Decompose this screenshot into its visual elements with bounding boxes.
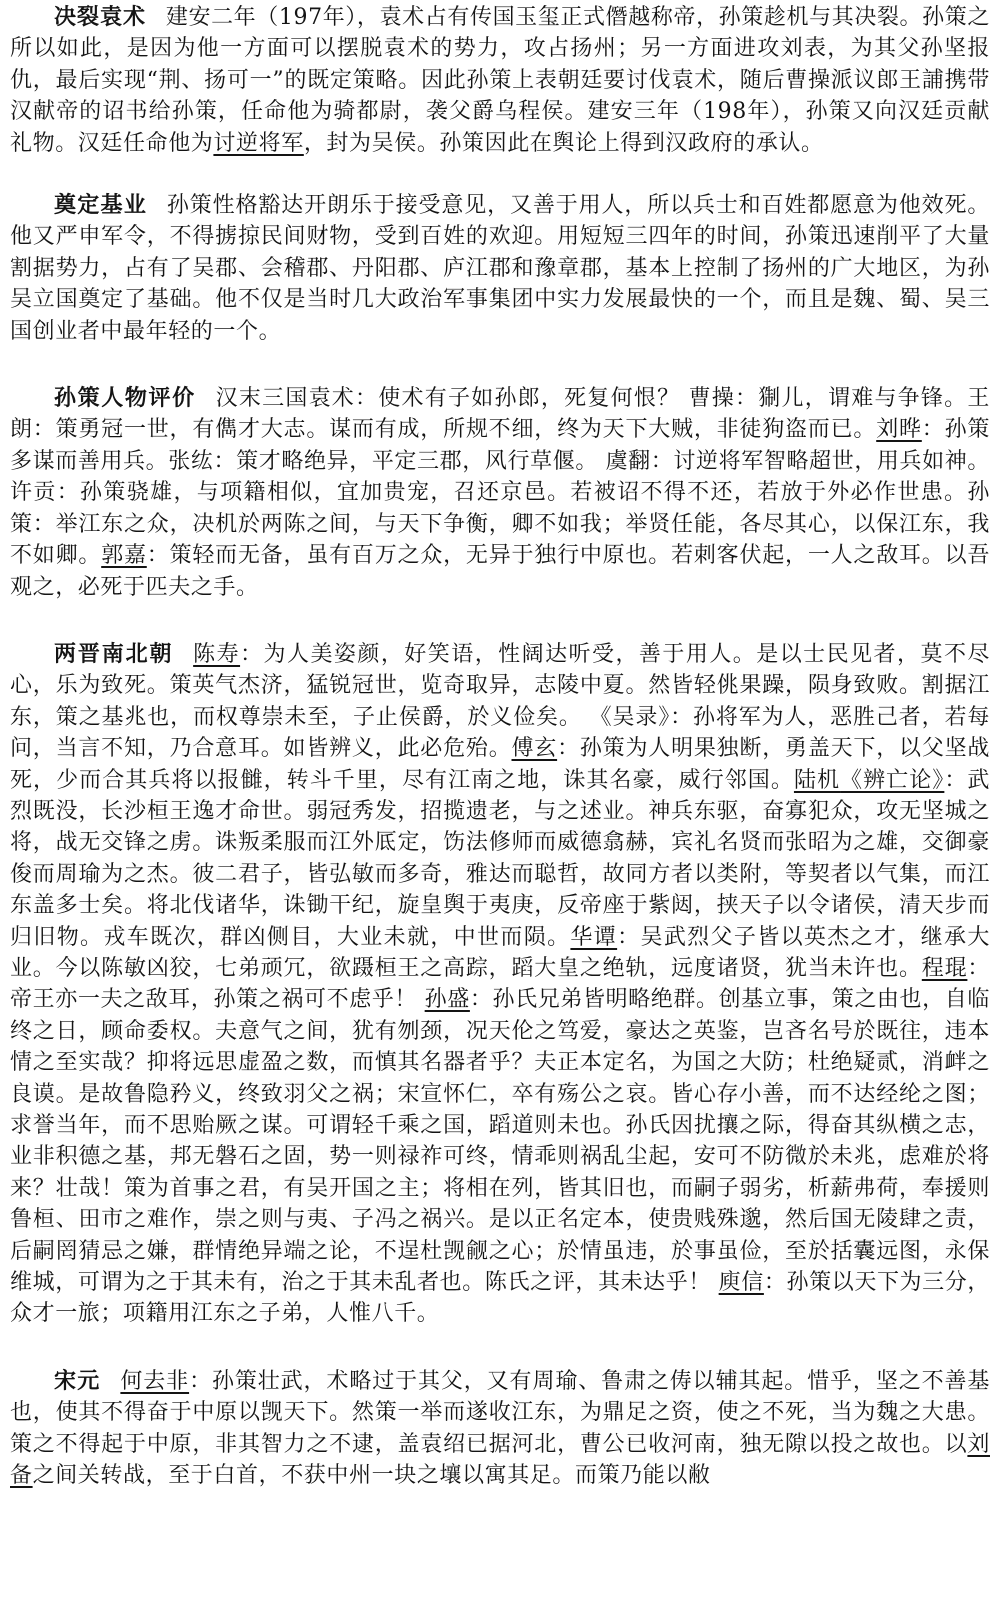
underlined-term: 孙盛 — [424, 987, 470, 1013]
underlined-term: 傅玄 — [511, 736, 558, 762]
text-run: 汉末三国袁术：使术有子如孙郎，死复何恨？ 曹操：猘儿，谓难与争锋。王朗：策勇冠一世，有儁才大志。谋而有成，所规不细，终为天下大贼，非徒狗盗而已。 — [10, 386, 990, 443]
underlined-term: 何去非 — [120, 1368, 190, 1394]
underlined-term: 刘晔 — [876, 417, 922, 443]
text-run: ：孙策壮武，术略过于其父，又有周瑜、鲁肃之俦以辅其起。惜乎，坚之不善基也，使其不得奋于中原以觊天下。然策一举而遂收江东，为鼎足之资，使之不死，当为魏之大患。策之不得起于中原，非其智力之不逮，盖袁绍已据河北，曹公已收河南，独无隙以投之故也。以 — [10, 1368, 990, 1457]
underlined-term: 庾信 — [718, 1270, 764, 1296]
text-run: ：策轻而无备，虽有百万之众，无异于独行中原也。若刺客伏起，一人之敌耳。以吾观之，必死于匹夫之手。 — [10, 543, 991, 600]
underlined-term: 陆机 — [793, 767, 841, 793]
text-run: ：帝王亦一夫之敌耳，孙策之祸可不虑乎！ — [10, 955, 990, 1013]
text-run: ：孙氏兄弟皆明略绝群。创基立事，策之由也，自临终之日，顾命委权。夫意气之间，犹有刎颈，况天伦之笃爱，豪达之英鉴，岂吝名号於既往，违本情之至实哉？抑将远思虚盈之数，而慎其名器者乎？夫正本定名，为国之大防；杜绝疑贰，消衅之良谟。是故鲁隐矜义，终致羽父之祸；宋宣怀仁，卒有殇公之哀。皆心存小善，而不达经纶之图；求誉当年，而不思贻厥之谋。可谓轻千乘之国，蹈道则未也。孙氏因扰攘之际，得奋其纵横之志，业非积德之基，邦无磐石之固，势一则禄祚可终，情乖则祸乱尘起，安可不防微於未兆，虑难於将来？壮哉！策为首事之君，有吴开国之主；将相在列，皆其旧也，而嗣子弱劣，析薪弗荷，奉援则鲁桓、田市之难作，崇之则与夷、子冯之祸兴。是以正名定本，使贵贱殊邈，然后国无陵肆之责，后嗣罔猜忌之嫌，群情绝异端之论，不逞杜觊觎之心；於情虽违，於事虽俭，至於括囊远图，永保维城，可谓为之于其未有，治之于其未乱者也。陈氏之评，其未达乎！ — [10, 987, 990, 1296]
text-run: ：武烈既没，长沙桓王逸才命世。弱冠秀发，招揽遗老，与之述业。神兵东驱，奋寡犯众，攻无坚城之将，战无交锋之虏。诛叛柔服而江外厎定，饬法修师而威德翕赫，宾礼名贤而张昭为之雄，交御豪俊而周瑜为之杰。彼二君子，皆弘敏而多奇，雅达而聪哲，故同方者以类附，等契者以气集，而江东盖多士矣。将北伐诸华，诛锄干纪，旋皇舆于夷庚，反帝座于紫闼，挟天子以令诸侯，清天步而归旧物。戎车既次，群凶侧目，大业未就，中世而陨。 — [10, 767, 991, 950]
underlined-term: 陈寿 — [193, 641, 241, 667]
text-run: ：孙策以天下为三分，众才一旅；项籍用江东之子弟，人惟八千。 — [10, 1270, 990, 1327]
section-body — [10, 1369, 990, 1488]
underlined-term: 刘备 — [10, 1431, 990, 1489]
text-run: ：为人美姿颜，好笑语，性阔达听受，善于用人。是以士民见者，莫不尽心，乐为致死。策英气杰济，猛锐冠世，览奇取异，志陵中夏。然皆轻佻果躁，陨身致败。割据江东，策之基兆也，而权尊崇未至，子止侯爵，於义俭矣。 《吴录》：孙将军为人，恶胜己者，若每问，当言不知，乃合意耳。如皆辨义，此必危殆。 — [10, 641, 991, 762]
text-run: 建安二年（197年），袁术占有传国玉玺正式僭越称帝，孙策趁机与其决裂。孙策之所以如此，是因为他一方面可以摆脱袁术的势力，攻占扬州；另一方面进攻刘表，为其父孙坚报仇，最后实现“荆、扬可一”的既定策略。因此孙策上表朝廷要讨伐袁术，随后曹操派议郎王誧携带汉献帝的诏书给孙策，任命他为骑都尉，袭父爵乌程侯。建安三年（198年），孙策又向汉廷贡献礼物。汉廷任命他为 — [10, 5, 990, 156]
text-run: 孙策性格豁达开朗乐于接受意见，又善于用人，所以兵士和百姓都愿意为他效死。他又严申军令，不得掳掠民间财物，受到百姓的欢迎。用短短三四年的时间，孙策迅速削平了大量割据势力，占有了吴郡、会稽郡、丹阳郡、庐江郡和豫章郡，基本上控制了扬州的广大地区，为孙吴立国奠定了基础。他不仅是当时几大政治军事集团中实力发展最快的一个，而且是魏、蜀、吴三国创业者中最年轻的一个。 — [10, 193, 990, 344]
underlined-term: 《辨亡论》 — [840, 767, 945, 793]
underlined-term: 华谭 — [570, 924, 618, 950]
text-run: ：孙策为人明果独断，勇盖天下，以父坚战死，少而合其兵将以报雠，转斗千里，尽有江南之地，诛其名豪，威行邻国。 — [10, 736, 991, 793]
text-run: 之间关转战，至于白首，不获中州一块之壤以寓其足。而策乃能以敝 — [32, 1463, 711, 1489]
section-heading: 宋元 — [54, 1367, 101, 1394]
section-character-evaluation — [10, 383, 990, 603]
section-heading: 两晋南北朝 — [54, 640, 174, 667]
section-founding-base — [10, 190, 990, 347]
underlined-term: 郭嘉 — [101, 543, 147, 569]
section-heading: 孙策人物评价 — [54, 385, 196, 412]
text-run: ：孙策多谋而善用兵。张纮：策才略绝异，平定三郡，风行草偃。 虞翻：讨逆将军智略超世，用兵如神。 许贡：孙策骁雄，与项籍相似，宜加贵宠，召还京邑。若被诏不得不还，若放于外必作世患。孙策：举江东之众，决机於两陈之间，与天下争衡，卿不如我；举贤任能，各尽其心，以保江东，我不如卿。 — [10, 417, 990, 569]
underlined-term: 讨逆将军 — [213, 130, 304, 156]
section-heading: 决裂袁术 — [54, 4, 147, 30]
section-body — [10, 386, 990, 599]
section-heading: 奠定基业 — [54, 192, 148, 219]
section-body — [10, 193, 990, 344]
section-song-yuan — [10, 1366, 990, 1492]
section-body — [10, 5, 990, 156]
section-break-with-yuan-shu — [10, 2, 990, 159]
underlined-term: 程琨 — [921, 955, 968, 981]
section-body — [10, 642, 990, 1327]
section-jin-southern-northern — [10, 639, 990, 1330]
text-run: ，封为吴侯。孙策因此在舆论上得到汉政府的承认。 — [303, 130, 824, 156]
text-run: ：吴武烈父子皆以英杰之才，继承大业。今以陈敏凶狡，七弟顽冗，欲蹑桓王之高踪，蹈大皇之绝轨，远度诸贤，犹当未许也。 — [10, 924, 990, 981]
